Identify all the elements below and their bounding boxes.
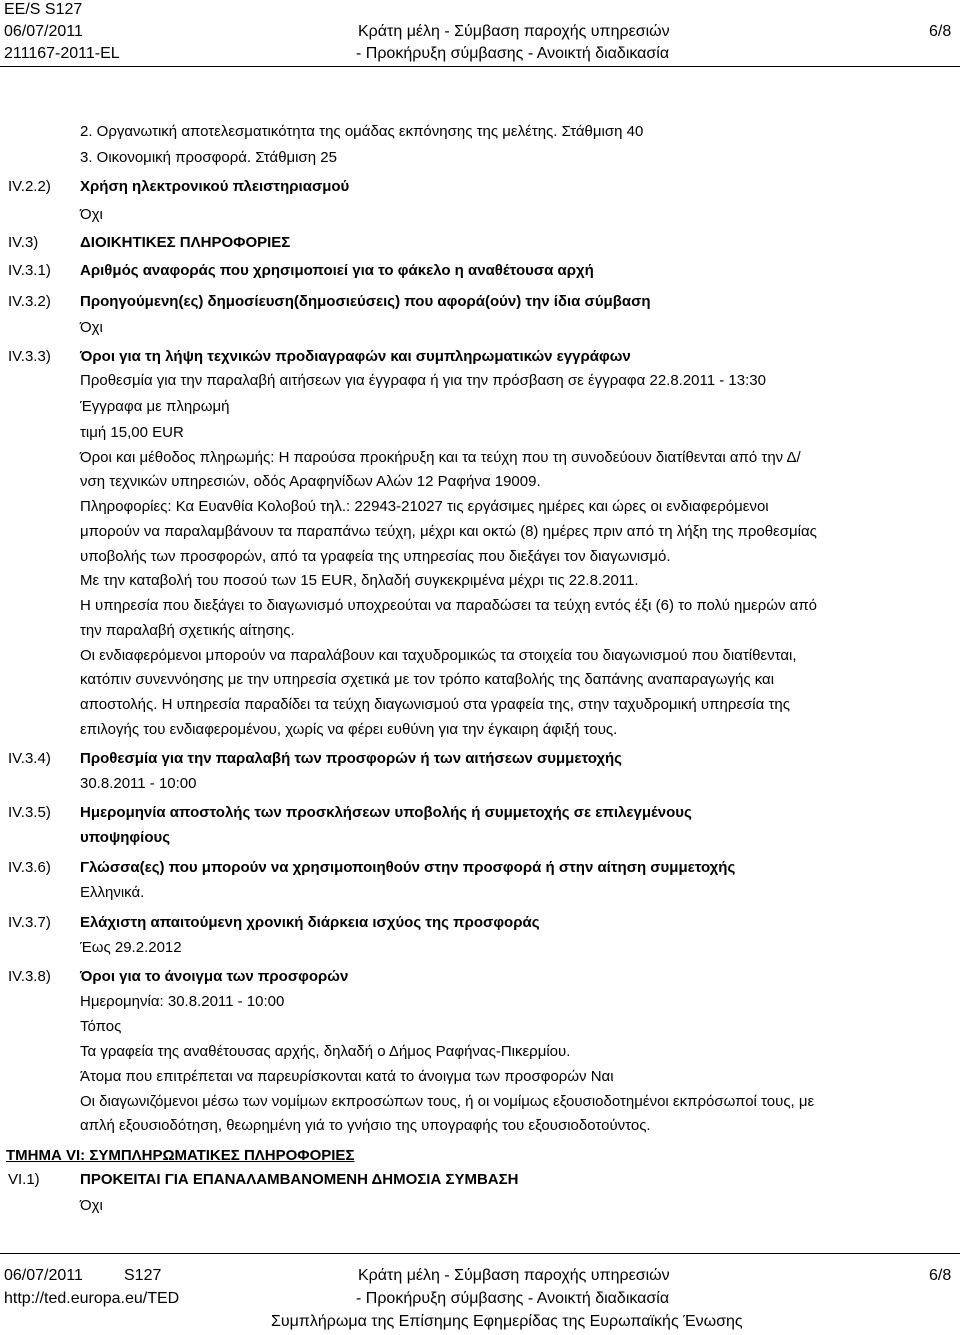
- section-number: IV.3.1): [8, 262, 51, 279]
- page-footer: [0, 1253, 960, 1335]
- section-title: Όροι για το άνοιγμα των προσφορών: [80, 968, 349, 985]
- paragraph-line: Άτομα που επιτρέπεται να παρευρίσκονται κατά το άνοιγμα των προσφορών Ναι: [80, 1068, 614, 1085]
- paragraph-line: Προθεσμία για την παραλαβή αιτήσεων για έγγραφα ή για την πρόσβαση σε έγγραφα 22.8.2011 - 13:30: [80, 372, 766, 389]
- section-title: Ελάχιστη απαιτούμενη χρονική διάρκεια ισχύος της προσφοράς: [80, 914, 540, 931]
- section-value: Ελληνικά.: [80, 884, 145, 901]
- paragraph-line: Έγγραφα με πληρωμή: [80, 398, 230, 415]
- section-number: IV.3): [8, 234, 39, 251]
- section-number: IV.3.7): [8, 914, 51, 931]
- footer-title-line2: - Προκήρυξη σύμβασης - Ανοικτή διαδικασία: [356, 1290, 670, 1307]
- section-value: Όχι: [80, 319, 103, 336]
- section-number: IV.3.2): [8, 293, 51, 310]
- page-header: [0, 0, 960, 67]
- paragraph-line: απλή εξουσιοδότηση, θεωρημένη γιά το γνήσιο της υπογραφής του εξουσιοδοτούντος.: [80, 1117, 651, 1134]
- header-date: 06/07/2011: [4, 23, 83, 40]
- section-number: IV.2.2): [8, 178, 51, 195]
- journal-code: EE/S S127: [4, 1, 83, 18]
- section-number: IV.3.3): [8, 348, 51, 365]
- paragraph-line: κατόπιν συνεννόησης με την υπηρεσία σχετικά με τον τρόπο καταβολής της δαπάνης αναπαραγωγής και: [80, 671, 775, 688]
- section-number: IV.3.8): [8, 968, 51, 985]
- section-title: Αριθμός αναφοράς που χρησιμοποιεί για το φάκελο η αναθέτουσα αρχή: [80, 262, 594, 279]
- paragraph-line: Οι ενδιαφερόμενοι μπορούν να παραλάβουν και ταχυδρομικώς τα στοιχεία του διαγωνισμού που διατίθενται,: [80, 647, 797, 664]
- paragraph-line: τιμή 15,00 EUR: [80, 424, 184, 441]
- paragraph-line: Ημερομηνία: 30.8.2011 - 10:00: [80, 993, 285, 1010]
- paragraph-line: Τα γραφεία της αναθέτουσας αρχής, δηλαδή ο Δήμος Ραφήνας-Πικερμίου.: [80, 1043, 571, 1060]
- footer-title-line1: Κράτη μέλη - Σύμβαση παροχής υπηρεσιών: [358, 1267, 670, 1284]
- paragraph-line: αποστολής. Η υπηρεσία παραδίδει τα τεύχη διαγωνισμού στα γραφεία της, στην ταχυδρομική υπηρεσία της: [80, 696, 790, 713]
- section-number: VI.1): [8, 1171, 40, 1188]
- section-title: Χρήση ηλεκτρονικού πλειστηριασμού: [80, 178, 350, 195]
- section-vi-heading: ΤΜΗΜΑ VI: ΣΥΜΠΛΗΡΩΜΑΤΙΚΕΣ ΠΛΗΡΟΦΟΡΙΕΣ: [6, 1147, 355, 1164]
- section-title: Γλώσσα(ες) που μπορούν να χρησιμοποιηθούν στην προσφορά ή στην αίτηση συμμετοχής: [80, 859, 736, 876]
- section-title: Όροι για τη λήψη τεχνικών προδιαγραφών και συμπληρωματικών εγγράφων: [80, 348, 631, 365]
- section-value: Όχι: [80, 1197, 103, 1214]
- footer-code: S127: [124, 1267, 162, 1284]
- paragraph-line: Πληροφορίες: Κα Ευανθία Κολοβού τηλ.: 22943-21027 τις εργάσιμες ημέρες και ώρες οι ενδιαφερόμενοι: [80, 498, 769, 515]
- paragraph-line: Με την καταβολή του ποσού των 15 EUR, δηλαδή συγκεκριμένα μέχρι τις 22.8.2011.: [80, 572, 639, 589]
- award-criterion-2: 2. Οργανωτική αποτελεσματικότητα της ομάδας εκπόνησης της μελέτης. Στάθμιση 40: [80, 123, 644, 140]
- paragraph-line: Τόπος: [80, 1018, 122, 1035]
- footer-date: 06/07/2011: [4, 1267, 83, 1284]
- section-number: IV.3.5): [8, 804, 51, 821]
- paragraph-line: επιλογής του ενδιαφερομένου, χωρίς να φέρει ευθύνη για την έγκαιρη άφιξή τους.: [80, 721, 618, 738]
- section-title: ΠΡΟΚΕΙΤΑΙ ΓΙΑ ΕΠΑΝΑΛΑΜΒΑΝΟΜΕΝΗ ΔΗΜΟΣΙΑ ΣΥΜΒΑΣΗ: [80, 1171, 519, 1188]
- section-title: Προηγούμενη(ες) δημοσίευση(δημοσιεύσεις) που αφορά(ούν) την ίδια σύμβαση: [80, 293, 651, 310]
- award-criterion-3: 3. Οικονομική προσφορά. Στάθμιση 25: [80, 149, 337, 166]
- notice-number: 211167-2011-EL: [4, 45, 120, 62]
- footer-page-number: 6/8: [929, 1267, 952, 1284]
- section-value: 30.8.2011 - 10:00: [80, 775, 197, 792]
- section-title: Προθεσμία για την παραλαβή των προσφορών ή των αιτήσεων συμμετοχής: [80, 750, 622, 767]
- section-title: Ημερομηνία αποστολής των προσκλήσεων υποβολής ή συμμετοχής σε επιλεγμένους: [80, 804, 692, 821]
- paragraph-line: την παραλαβή σχετικής αίτησης.: [80, 622, 295, 639]
- ted-link[interactable]: http://ted.europa.eu/TED: [4, 1290, 180, 1307]
- section-title-cont: υποψηφίους: [80, 829, 171, 846]
- section-number: IV.3.4): [8, 750, 51, 767]
- section-value: Όχι: [80, 206, 103, 223]
- section-title: ΔΙΟΙΚΗΤΙΚΕΣ ΠΛΗΡΟΦΟΡΙΕΣ: [80, 234, 291, 251]
- paragraph-line: Οι διαγωνιζόμενοι μέσω των νομίμων εκπροσώπων τους, ή οι νομίμως εξουσιοδοτημένοι εκπρόσωποί τους, με: [80, 1093, 815, 1110]
- paragraph-line: Όροι και μέθοδος πληρωμής: Η παρούσα προκήρυξη και τα τεύχη που τη συνοδεύουν διατίθενται από την Δ/: [80, 449, 801, 466]
- paragraph-line: νση τεχνικών υπηρεσιών, οδός Αραφηνίδων Αλών 12 Ραφήνα 19009.: [80, 473, 541, 490]
- header-title-line1: Κράτη μέλη - Σύμβαση παροχής υπηρεσιών: [358, 23, 670, 40]
- footer-journal-name: Συμπλήρωμα της Επίσημης Εφημερίδας της Ευρωπαϊκής Ένωσης: [271, 1313, 743, 1330]
- header-page-number: 6/8: [929, 23, 952, 40]
- paragraph-line: Η υπηρεσία που διεξάγει το διαγωνισμό υποχρεούται να παραδώσει τα τεύχη εντός έξι (6) το πολύ ημερών από: [80, 597, 818, 614]
- paragraph-line: υποβολής των προσφορών, από τα γραφεία της υπηρεσίας που διεξάγει τον διαγωνισμό.: [80, 548, 671, 565]
- section-number: IV.3.6): [8, 859, 51, 876]
- section-value: Έως 29.2.2012: [80, 939, 182, 956]
- header-title-line2: - Προκήρυξη σύμβασης - Ανοικτή διαδικασία: [356, 45, 670, 62]
- paragraph-line: μπορούν να παραλαμβάνουν τα παραπάνω τεύχη, μέχρι και οκτώ (8) ημέρες πριν από τη λήξη της προθεσμίας: [80, 523, 817, 540]
